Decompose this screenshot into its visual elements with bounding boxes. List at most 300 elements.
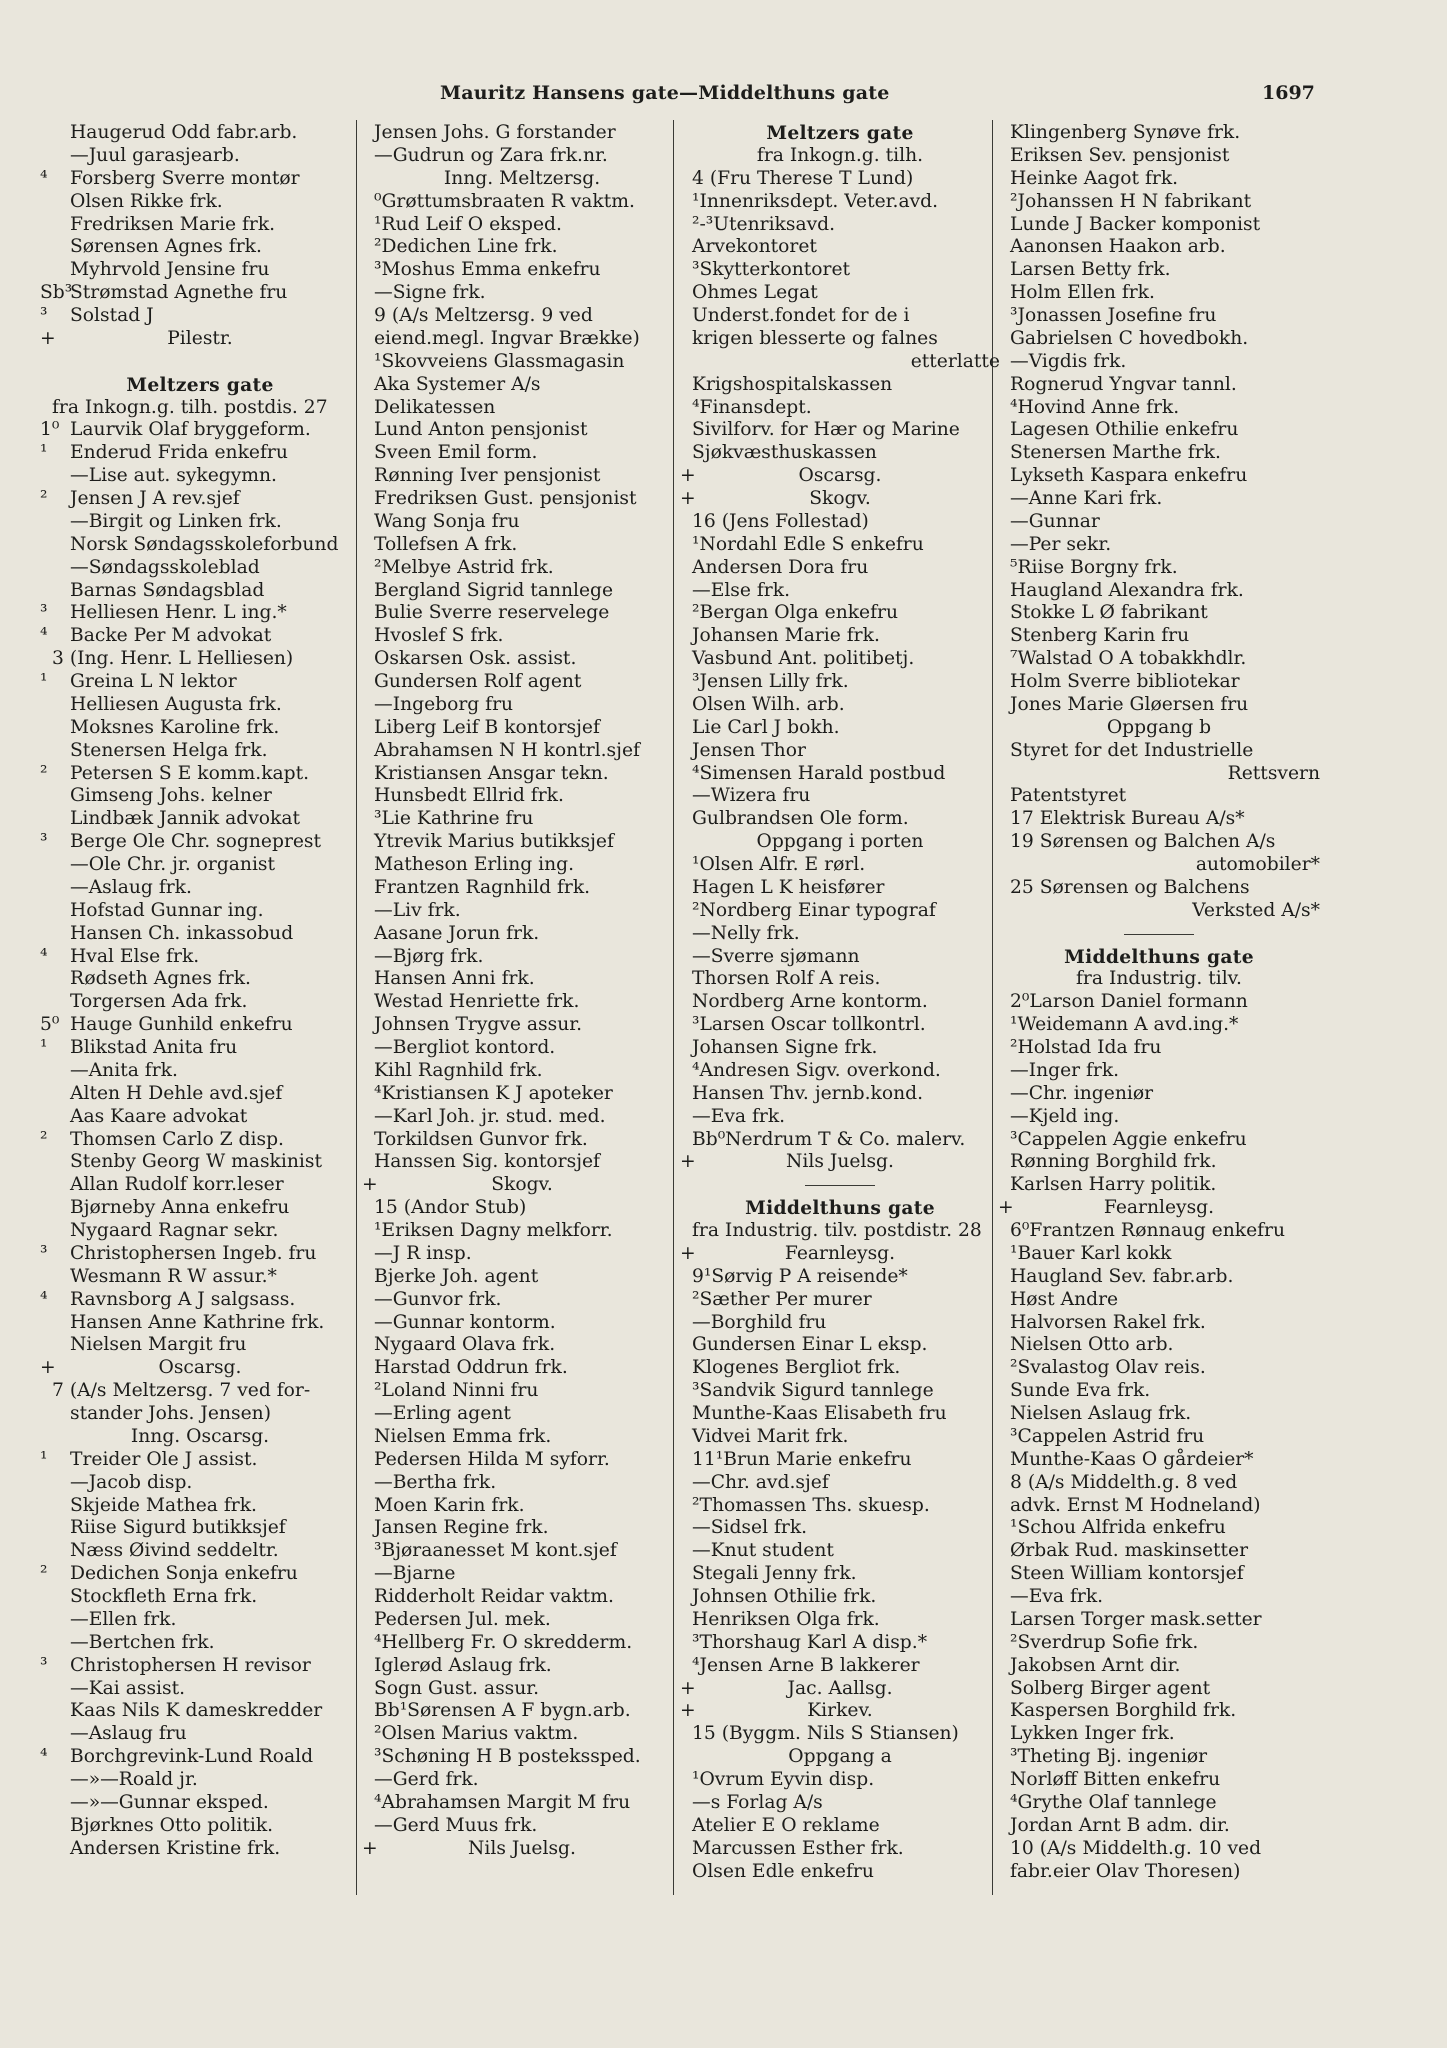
directory-entry: Jones Marie Gløersen fru xyxy=(1010,693,1249,715)
page-header xyxy=(0,82,1447,110)
directory-entry: —Bergliot kontord. xyxy=(374,1037,556,1058)
cross-street-line xyxy=(362,1838,682,1861)
entry-text: Næss Øivind seddeltr. xyxy=(70,1540,279,1562)
cross-street-name: Skogv. xyxy=(809,488,871,509)
house-floor-prefix: ¹ xyxy=(40,671,48,692)
cross-street-line xyxy=(362,1174,682,1197)
directory-column-2 xyxy=(362,122,682,1861)
directory-entry xyxy=(40,1655,360,1678)
directory-entry: —Gerd frk. xyxy=(374,1769,479,1790)
directory-entry xyxy=(40,1220,360,1243)
directory-entry: Jensen Thor xyxy=(692,739,806,761)
directory-column-4 xyxy=(998,122,1320,1883)
house-floor-prefix: ⁴ xyxy=(40,1746,48,1768)
cross-street-icon: + xyxy=(680,465,696,487)
directory-entry: Munthe-Kaas O gårdeier* xyxy=(1010,1448,1254,1470)
directory-entry: Olsen Wilh. arb. xyxy=(692,693,845,715)
house-floor-prefix: ² xyxy=(40,488,48,509)
directory-entry: ²Svalastog Olav reis. xyxy=(1010,1357,1206,1379)
directory-entry: Norløff Bitten enkefru xyxy=(1010,1769,1221,1790)
directory-entry xyxy=(40,785,360,808)
directory-entry: 25 Sørensen og Balchens xyxy=(1010,876,1250,898)
directory-entry: —Bjarne xyxy=(374,1563,456,1585)
directory-entry: ³Sandvik Sigurd tannlege xyxy=(692,1380,934,1402)
directory-entry: Larsen Torger mask.setter xyxy=(1010,1608,1262,1630)
directory-entry: ³Schøning H B postekssped. xyxy=(374,1746,641,1768)
entry-text: Riise Sigurd butikksjef xyxy=(70,1517,286,1539)
directory-entry: Gulbrandsen Ole form. xyxy=(692,808,909,830)
directory-entry xyxy=(40,1586,360,1609)
directory-entry xyxy=(40,1083,360,1106)
directory-entry xyxy=(40,694,360,717)
directory-entry xyxy=(40,259,360,282)
directory-entry: Munthe-Kaas Elisabeth fru xyxy=(692,1403,947,1424)
directory-entry: Stegali Jenny frk. xyxy=(692,1563,857,1585)
directory-entry: ¹Ovrum Eyvin disp. xyxy=(692,1769,875,1790)
cross-street-icon: + xyxy=(680,488,696,509)
entry-text: Solstad J xyxy=(70,305,154,326)
directory-entry xyxy=(40,1243,360,1266)
directory-entry: Lykken Inger frk. xyxy=(1010,1723,1175,1745)
directory-entry: Kihl Ragnhild frk. xyxy=(374,1059,543,1081)
directory-entry: 19 Sørensen og Balchen A/s xyxy=(1010,831,1276,853)
directory-entry xyxy=(40,465,360,488)
directory-entry: —Gunnar kontorm. xyxy=(374,1311,556,1333)
directory-entry: —Borghild fru xyxy=(692,1311,827,1333)
directory-entry: Pedersen Hilda M syforr. xyxy=(374,1448,610,1470)
cross-street-icon: + xyxy=(40,327,56,349)
directory-entry: Johnsen Trygve assur. xyxy=(374,1014,583,1036)
entry-text: Allan Rudolf korr.leser xyxy=(70,1174,284,1196)
directory-entry xyxy=(40,236,360,259)
directory-entry: 8 (A/s Middelth.g. 8 ved xyxy=(1010,1471,1238,1493)
entry-text: Norsk Søndagsskoleforbund xyxy=(70,533,339,555)
cross-street-icon: + xyxy=(680,1242,696,1264)
directory-entry: Underst.fondet for de i xyxy=(692,305,910,326)
directory-entry: ⁰Grøttumsbraaten R vaktm. xyxy=(374,190,635,212)
directory-column-1 xyxy=(40,122,360,1861)
directory-entry: ²Loland Ninni fru xyxy=(374,1380,539,1402)
entry-text: —Juul garasjearb. xyxy=(70,144,240,166)
directory-entry xyxy=(40,1792,360,1815)
directory-entry: Iglerød Aslaug frk. xyxy=(374,1654,552,1676)
directory-entry: Jordan Arnt B adm. dir. xyxy=(1010,1814,1230,1836)
directory-entry: Abrahamsen N H kontrl.sjef xyxy=(374,739,640,761)
directory-entry: ³Jensen Lilly frk. xyxy=(692,671,849,692)
directory-entry: ¹Rud Leif O eksped. xyxy=(374,213,562,235)
directory-entry: Haugland Sev. fabr.arb. xyxy=(1010,1265,1234,1287)
subheading-line: fra Inkogn.g. tilh. xyxy=(756,144,924,166)
directory-entry: 9 (A/s Meltzersg. 9 ved xyxy=(374,305,593,326)
directory-entry: Marcussen Esther frk. xyxy=(692,1837,904,1859)
directory-entry xyxy=(40,740,360,763)
directory-entry: —Sverre sjømann xyxy=(692,945,860,967)
directory-entry xyxy=(40,214,360,237)
entry-text: Petersen S E komm.kapt. xyxy=(70,762,310,784)
directory-entry: 2⁰Larson Daniel formann xyxy=(1010,991,1248,1013)
entry-text: —Søndagsskoleblad xyxy=(70,556,260,578)
directory-entry: ²Melbye Astrid frk. xyxy=(374,556,554,578)
directory-entry: —Eva frk. xyxy=(692,1105,786,1127)
entry-text: Moksnes Karoline frk. xyxy=(70,716,280,738)
street-heading: Middelthuns gate xyxy=(1064,945,1254,968)
directory-entry: —Knut student xyxy=(692,1540,834,1562)
house-floor-prefix: Sb³ xyxy=(40,282,73,304)
house-floor-prefix: ¹ xyxy=(40,1448,48,1470)
entry-text: Aas Kaare advokat xyxy=(70,1105,248,1127)
subheading-line: Inng. Meltzersg. xyxy=(443,167,601,189)
directory-entry: Bergland Sigrid tannlege xyxy=(374,579,614,601)
directory-entry: Vidvei Marit frk. xyxy=(692,1425,849,1447)
directory-entry: Holm Ellen frk. xyxy=(1010,282,1155,304)
directory-entry: Klogenes Bergliot frk. xyxy=(692,1357,901,1379)
entry-text: Greina L N lektor xyxy=(70,671,237,692)
directory-entry: Gundersen Rolf agent xyxy=(374,671,582,692)
house-floor-prefix: ³ xyxy=(40,1242,48,1264)
house-floor-prefix: ³ xyxy=(40,831,48,853)
street-heading: Middelthuns gate xyxy=(745,1197,935,1220)
directory-entry xyxy=(40,122,360,145)
directory-entry: Johansen Signe frk. xyxy=(692,1037,878,1058)
directory-entry: fra Inkogn.g. tilh. postdis. 27 xyxy=(52,396,328,418)
directory-entry: Kristiansen Ansgar tekn. xyxy=(374,762,609,784)
directory-entry: Stenersen Marthe frk. xyxy=(1010,442,1221,464)
entry-text: Bjørneby Anna enkefru xyxy=(70,1197,290,1219)
directory-entry: Holm Sverre bibliotekar xyxy=(1010,671,1240,692)
directory-entry: —Gerd Muus frk. xyxy=(374,1814,538,1836)
directory-entry xyxy=(40,1312,360,1335)
entry-text: Jensen J A rev.sjef xyxy=(70,488,240,509)
directory-entry: ⁷Walstad O A tobakkhdlr. xyxy=(1010,648,1247,670)
directory-entry: ³Lie Kathrine fru xyxy=(374,808,534,830)
directory-entry: ⁴Andresen Sigv. overkond. xyxy=(692,1059,941,1081)
directory-entry xyxy=(40,831,360,854)
directory-entry xyxy=(40,168,360,191)
directory-entry: Klingenberg Synøve frk. xyxy=(1010,122,1241,143)
directory-entry: Lie Carl J bokh. xyxy=(692,716,840,738)
entry-text: Borchgrevink-Lund Roald xyxy=(70,1746,314,1768)
directory-entry xyxy=(40,854,360,877)
directory-entry: Ørbak Rud. maskinsetter xyxy=(1010,1540,1249,1562)
directory-entry: Nielsen Otto arb. xyxy=(1010,1334,1174,1356)
directory-entry xyxy=(40,1769,360,1792)
directory-entry: advk. Ernst M Hodneland) xyxy=(1010,1494,1261,1516)
directory-entry: Patentstyret xyxy=(1010,785,1127,807)
directory-entry: Tollefsen A frk. xyxy=(374,533,518,555)
directory-entry: Sjøkvæsthuskassen xyxy=(692,442,877,464)
directory-entry: Steen William kontorsjef xyxy=(1010,1563,1244,1585)
directory-entry xyxy=(40,602,360,625)
directory-entry: Jansen Regine frk. xyxy=(374,1517,549,1539)
directory-entry xyxy=(40,968,360,991)
directory-entry: —Wizera fru xyxy=(692,785,811,807)
house-floor-prefix: ⁴ xyxy=(40,1288,48,1310)
directory-entry xyxy=(40,923,360,946)
entry-text: Sørensen Agnes frk. xyxy=(70,236,262,258)
directory-entry xyxy=(40,1014,360,1037)
directory-entry: Eriksen Sev. pensjonist xyxy=(1010,144,1230,166)
entry-text: Stenby Georg W maskinist xyxy=(70,1151,322,1173)
directory-entry xyxy=(40,1838,360,1861)
entry-text: Andersen Kristine frk. xyxy=(70,1837,281,1859)
directory-entry: ⁴Kristiansen K J apoteker xyxy=(374,1082,613,1104)
directory-entry: Aasane Jorun frk. xyxy=(374,922,540,944)
directory-entry xyxy=(40,191,360,214)
cross-street-icon: + xyxy=(998,1197,1014,1219)
cross-street-line xyxy=(680,488,1000,511)
directory-entry: Aanonsen Haakon arb. xyxy=(1010,236,1226,258)
directory-entry: ²Dedichen Line frk. xyxy=(374,236,558,258)
house-floor-prefix: ³ xyxy=(40,1654,48,1676)
directory-entry: —Else frk. xyxy=(692,579,791,601)
cross-street-name: Oscarsg. xyxy=(158,1357,242,1379)
directory-entry: Larsen Betty frk. xyxy=(1010,259,1171,281)
entry-text: Wesmann R W assur.* xyxy=(70,1265,277,1287)
entry-text: Laurvik Olaf bryggeform. xyxy=(70,419,311,441)
directory-entry xyxy=(40,808,360,831)
directory-entry xyxy=(40,1563,360,1586)
directory-entry: 16 (Jens Follestad) xyxy=(692,510,869,532)
directory-entry xyxy=(40,946,360,969)
continuation-line: etterlatte xyxy=(910,350,1000,372)
entry-text: Dedichen Sonja enkefru xyxy=(70,1563,298,1585)
entry-text: Enderud Frida enkefru xyxy=(70,442,288,464)
directory-entry: 9¹Sørvig P A reisende* xyxy=(692,1265,908,1287)
house-floor-prefix: ³ xyxy=(40,305,48,326)
entry-text: Blikstad Anita fru xyxy=(70,1037,238,1058)
directory-entry: ⁵Riise Borgny frk. xyxy=(1010,556,1178,578)
cross-street-line xyxy=(680,1151,1000,1174)
directory-entry xyxy=(40,1723,360,1746)
directory-entry xyxy=(40,442,360,465)
directory-entry: ²Holstad Ida fru xyxy=(1010,1037,1162,1058)
directory-entry: krigen blesserte og falnes xyxy=(692,327,938,349)
directory-entry: Ytrevik Marius butikksjef xyxy=(374,831,614,853)
directory-entry: 11¹Brun Marie enkefru xyxy=(692,1448,912,1470)
directory-entry: Westad Henriette frk. xyxy=(374,991,580,1013)
house-floor-prefix: ² xyxy=(40,1128,48,1150)
directory-entry: ²Sverdrup Sofie frk. xyxy=(1010,1631,1199,1653)
directory-entry: —J R insp. xyxy=(374,1242,472,1264)
directory-entry xyxy=(40,991,360,1014)
directory-entry: ²Bergan Olga enkefru xyxy=(692,602,899,624)
directory-entry xyxy=(40,1700,360,1723)
directory-entry: ³Cappelen Astrid fru xyxy=(1010,1425,1205,1447)
directory-entry xyxy=(40,1449,360,1472)
house-floor-prefix: ³ xyxy=(40,602,48,624)
directory-entry xyxy=(40,1403,360,1426)
directory-entry: Nielsen Aslaug frk. xyxy=(1010,1403,1192,1424)
directory-entry: Henriksen Olga frk. xyxy=(692,1608,880,1630)
directory-entry: fabr.eier Olav Thoresen) xyxy=(1010,1860,1241,1882)
entry-text: Alten H Dehle avd.sjef xyxy=(70,1082,283,1104)
continuation-line: Verksted A/s* xyxy=(1192,899,1320,921)
directory-entry: Ohmes Legat xyxy=(692,282,818,304)
section-separator xyxy=(998,923,1320,946)
directory-entry: —Anne Kari frk. xyxy=(1010,488,1163,509)
entry-text: Helliesen Henr. L ing.* xyxy=(70,602,287,624)
directory-entry xyxy=(40,1540,360,1563)
directory-entry: ¹Weidemann A avd.ing.* xyxy=(1010,1014,1239,1036)
directory-entry: Jakobsen Arnt dir. xyxy=(1010,1654,1181,1676)
cross-street-name: Skogv. xyxy=(491,1174,553,1196)
directory-entry xyxy=(40,511,360,534)
directory-entry: Styret for det Industrielle xyxy=(1010,739,1254,761)
directory-entry: ³Skytterkontoret xyxy=(692,259,851,281)
directory-entry: ¹Olsen Alfr. E rørl. xyxy=(692,854,866,875)
directory-entry: —Bertha frk. xyxy=(374,1471,497,1493)
cross-street-line xyxy=(40,328,360,351)
directory-entry: Sunde Eva frk. xyxy=(1010,1380,1151,1402)
directory-entry xyxy=(40,305,360,328)
subheading-line: Oppgang b xyxy=(1106,716,1212,738)
directory-entry: Haugland Alexandra frk. xyxy=(1010,579,1244,601)
directory-entry: ⁴Abrahamsen Margit M fru xyxy=(374,1791,631,1813)
directory-entry: Hanssen Sig. kontorsjef xyxy=(374,1151,600,1173)
directory-entry: Bb¹Sørensen A F bygn.arb. xyxy=(374,1700,631,1722)
directory-entry xyxy=(40,1334,360,1357)
directory-entry xyxy=(40,763,360,786)
subheading-line: Inng. Oscarsg. xyxy=(130,1425,270,1447)
directory-entry: ¹Skovveiens Glassmagasin xyxy=(374,350,625,372)
directory-entry: Lunde J Backer komponist xyxy=(1010,213,1261,235)
directory-entry: Lagesen Othilie enkefru xyxy=(1010,419,1239,441)
entry-text: Barnas Søndagsblad xyxy=(70,579,265,601)
directory-entry: Lund Anton pensjonist xyxy=(374,419,588,441)
directory-entry: Halvorsen Rakel frk. xyxy=(1010,1311,1206,1333)
directory-entry xyxy=(40,717,360,740)
directory-entry: Karlsen Harry politik. xyxy=(1010,1174,1217,1196)
continuation-line: automobiler* xyxy=(1195,854,1320,875)
entry-text: Kaas Nils K dameskredder xyxy=(70,1700,323,1722)
directory-entry: —Signe frk. xyxy=(374,282,486,304)
house-floor-prefix: ² xyxy=(40,762,48,784)
directory-entry xyxy=(40,1106,360,1129)
directory-entry xyxy=(40,877,360,900)
running-header-title: Mauritz Hansens gate—Middelthuns gate xyxy=(440,82,890,104)
entry-text: —Jacob disp. xyxy=(70,1471,193,1493)
directory-entry: ³Thorshaug Karl A disp.* xyxy=(692,1631,928,1653)
street-heading: Meltzers gate xyxy=(126,373,274,396)
entry-text: Helliesen Augusta frk. xyxy=(70,693,282,715)
directory-entry xyxy=(40,1678,360,1701)
directory-entry: Jensen Johs. G forstander xyxy=(374,122,616,143)
directory-entry: Bulie Sverre reservelege xyxy=(374,602,610,624)
entry-text: Olsen Rikke frk. xyxy=(70,190,223,212)
directory-entry xyxy=(40,1060,360,1083)
entry-text: —»—Gunnar eksped. xyxy=(70,1791,269,1813)
directory-entry: ³Moshus Emma enkefru xyxy=(374,259,601,281)
entry-text: —Anita frk. xyxy=(70,1059,178,1081)
directory-entry: Stenberg Karin fru xyxy=(1010,625,1190,647)
directory-entry: Lykseth Kaspara enkefru xyxy=(1010,465,1248,487)
directory-entry xyxy=(40,1609,360,1632)
entry-text: —»—Roald jr. xyxy=(70,1769,198,1790)
entry-text: —Ole Chr. jr. organist xyxy=(70,854,276,875)
directory-entry: Hvoslef S frk. xyxy=(374,625,504,647)
directory-entry: —Per sekr. xyxy=(1010,533,1112,555)
directory-entry: Høst Andre xyxy=(1010,1288,1119,1310)
house-floor-prefix: ⁴ xyxy=(40,945,48,967)
entry-text: Fredriksen Marie frk. xyxy=(70,213,276,235)
directory-entry: —Chr. ingeniør xyxy=(1010,1082,1154,1104)
directory-entry: ²Johanssen H N fabrikant xyxy=(1010,190,1252,212)
directory-entry xyxy=(40,625,360,648)
directory-entry: ³Bjøraanesset M kont.sjef xyxy=(374,1540,617,1562)
house-floor-prefix: 5⁰ xyxy=(40,1014,60,1036)
directory-entry: Krigshospitalskassen xyxy=(692,373,893,395)
cross-street-icon: + xyxy=(680,1700,696,1722)
directory-entry: —Erling agent xyxy=(374,1403,511,1424)
directory-entry xyxy=(40,580,360,603)
directory-entry: Hansen Thv. jernb.kond. xyxy=(692,1082,924,1104)
entry-text: Hval Else frk. xyxy=(70,945,200,967)
house-floor-prefix: ¹ xyxy=(40,1037,48,1058)
directory-entry: ¹Nordahl Edle S enkefru xyxy=(692,533,924,555)
directory-entry: —Nelly frk. xyxy=(692,922,800,944)
directory-entry: ¹Schou Alfrida enkefru xyxy=(1010,1517,1226,1539)
entry-text: Ravnsborg A J salgsass. xyxy=(70,1288,296,1310)
directory-entry: Andersen Dora fru xyxy=(692,556,869,578)
entry-text: Rødseth Agnes frk. xyxy=(70,968,251,990)
entry-text: Gimseng Johs. kelner xyxy=(70,785,272,807)
directory-entry: ³Theting Bj. ingeniør xyxy=(1010,1746,1208,1768)
entry-text: Lindbæk Jannik advokat xyxy=(70,808,301,830)
directory-entry: Sogn Gust. assur. xyxy=(374,1677,540,1699)
directory-entry xyxy=(40,1174,360,1197)
directory-entry: Rognerud Yngvar tannl. xyxy=(1010,373,1237,395)
cross-street-line xyxy=(680,1678,1000,1701)
directory-entry: ¹Bauer Karl kokk xyxy=(1010,1242,1172,1264)
entry-text: Backe Per M advokat xyxy=(70,625,272,647)
directory-entry: —Eva frk. xyxy=(1010,1586,1104,1607)
cross-street-line xyxy=(40,1357,360,1380)
entry-text: Hauge Gunhild enkefru xyxy=(70,1014,293,1036)
directory-entry: Arvekontoret xyxy=(692,236,817,258)
house-floor-prefix: ⁴ xyxy=(40,625,48,647)
directory-entry: —Kjeld ing. xyxy=(1010,1105,1120,1127)
directory-entry: Bjerke Joh. agent xyxy=(374,1265,539,1287)
directory-entry: 3 (Ing. Henr. L Helliesen) xyxy=(52,648,294,670)
directory-entry xyxy=(40,282,360,305)
continuation-line: Rettsvern xyxy=(1227,762,1320,784)
directory-entry: Ridderholt Reidar vaktm. xyxy=(374,1586,614,1607)
directory-entry: Thorsen Rolf A reis. xyxy=(692,968,881,990)
cross-street-icon: + xyxy=(362,1837,378,1859)
directory-entry: ³Jonassen Josefine fru xyxy=(1010,305,1217,326)
entry-text: Christophersen H revisor xyxy=(70,1654,311,1676)
entry-text: Nygaard Ragnar sekr. xyxy=(70,1220,279,1241)
street-heading: Meltzers gate xyxy=(766,122,914,144)
directory-entry: ⁴Hellberg Fr. O skredderm. xyxy=(374,1631,633,1653)
directory-entry: —Karl Joh. jr. stud. med. xyxy=(374,1105,606,1127)
directory-entry xyxy=(40,1266,360,1289)
directory-entry: fra Industrig. tilv. postdistr. 28 xyxy=(692,1220,982,1241)
directory-entry: —Chr. avd.sjef xyxy=(692,1471,829,1493)
cross-street-name: Oscarsg. xyxy=(798,465,882,487)
subheading-line: fra Industrig. tilv. xyxy=(1076,968,1242,990)
directory-entry: Delikatessen xyxy=(374,396,496,418)
directory-entry: Liberg Leif B kontorsjef xyxy=(374,716,600,738)
entry-text: —Kai assist. xyxy=(70,1677,186,1699)
directory-entry: Oskarsen Osk. assist. xyxy=(374,648,577,670)
directory-entry: Rønning Iver pensjonist xyxy=(374,465,601,487)
cross-street-icon: + xyxy=(362,1174,378,1196)
directory-entry xyxy=(40,1037,360,1060)
directory-entry: eiend.megl. Ingvar Brække) xyxy=(374,327,640,349)
section-separator xyxy=(680,1174,1000,1197)
directory-entry: 15 (Andor Stub) xyxy=(374,1197,527,1219)
